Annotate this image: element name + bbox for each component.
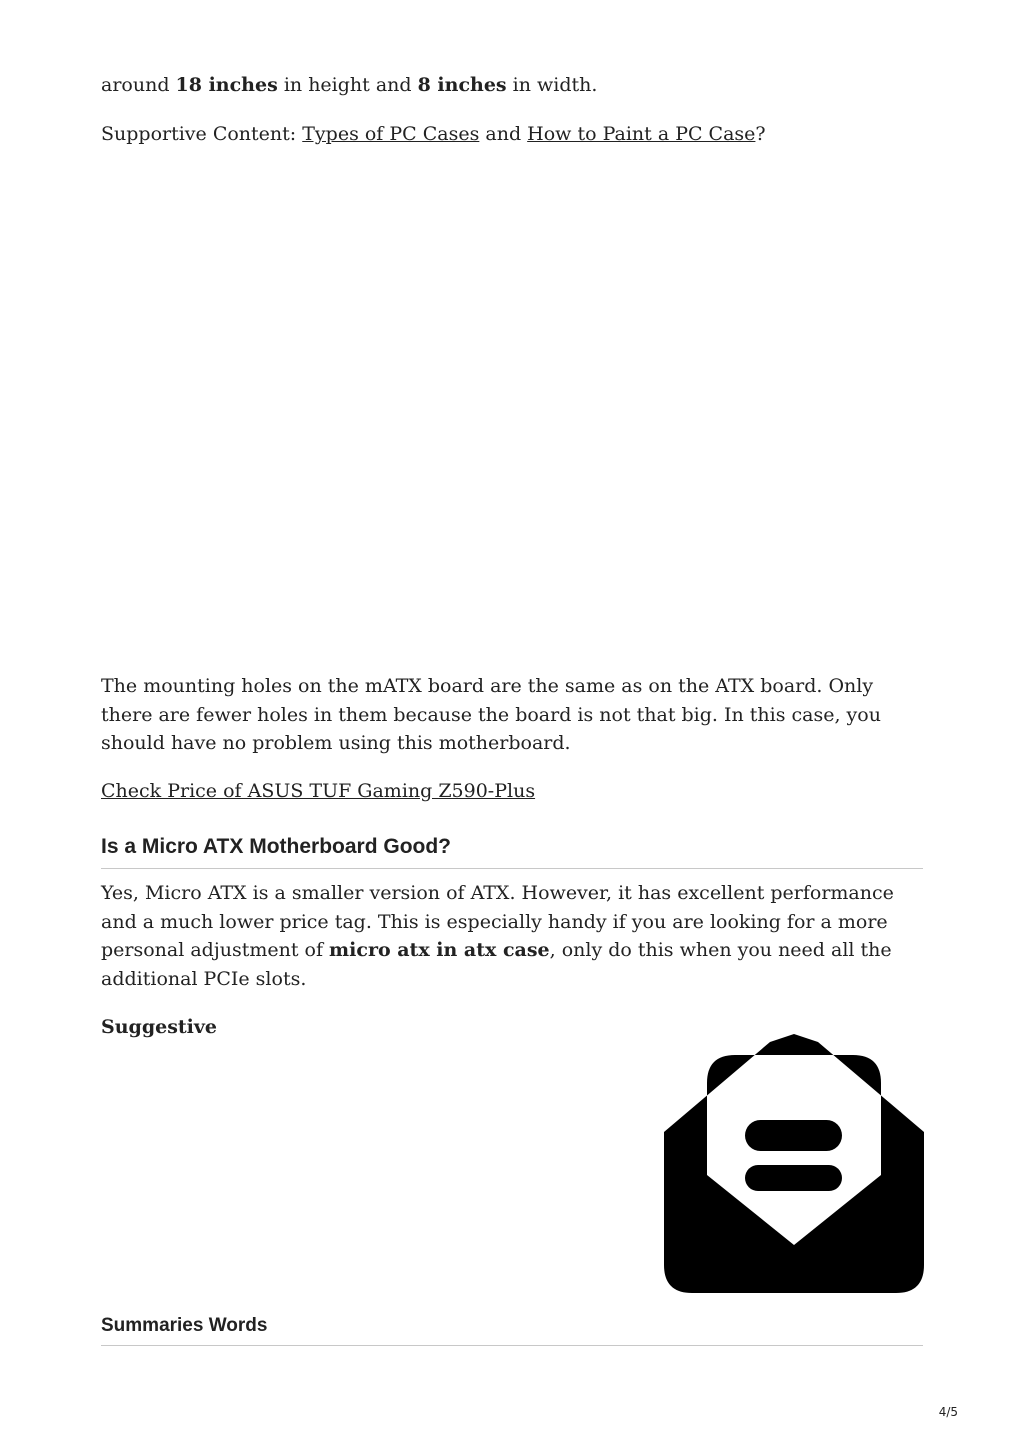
intro-text-1: around — [101, 74, 176, 96]
how-to-paint-pc-case-link[interactable]: How to Paint a PC Case — [527, 123, 756, 145]
supportive-content-line — [101, 120, 923, 149]
summaries-words-heading: Summaries Words — [101, 1312, 923, 1346]
types-of-pc-cases-link[interactable]: Types of PC Cases — [302, 123, 480, 145]
price-link-line — [101, 777, 923, 806]
micro-atx-good-heading: Is a Micro ATX Motherboard Good? — [101, 832, 923, 869]
micro-atx-good-paragraph — [101, 879, 923, 993]
height-value: 18 inches — [175, 74, 278, 96]
mounting-holes-paragraph: The mounting holes on the mATX board are the same as on the ATX board. Only there are fewer holes in them because the board is not that big. In this case, you should have no problem using this motherboard. — [101, 675, 881, 754]
check-price-link[interactable]: Check Price of ASUS TUF Gaming Z590-Plus — [101, 780, 536, 802]
intro-line — [101, 71, 923, 100]
supportive-conjunction: and — [479, 123, 528, 145]
letter-line-bottom — [745, 1165, 842, 1191]
supportive-prefix: Supportive Content: — [101, 123, 303, 145]
good-text-2: , only do this when you need all the additional PCIe slots. — [101, 939, 892, 990]
good-text-1: Yes, Micro ATX is a smaller version of ATX. However, it has excellent performance and a much lower price tag. This is especially handy if you are looking for a more personal adjustment of — [101, 882, 894, 961]
letter-line-top — [745, 1120, 842, 1151]
open-envelope-with-letter-icon — [664, 1034, 924, 1293]
intro-text-2: in height and — [277, 74, 418, 96]
good-bold-phrase: micro atx in atx case — [329, 939, 550, 961]
suggestive-label: Suggestive — [101, 1016, 218, 1038]
width-value: 8 inches — [417, 74, 507, 96]
intro-text-3: in width. — [506, 74, 598, 96]
supportive-suffix: ? — [755, 123, 766, 145]
page-number: 4/5 — [938, 1405, 958, 1419]
envelope-shape — [664, 1034, 924, 1293]
